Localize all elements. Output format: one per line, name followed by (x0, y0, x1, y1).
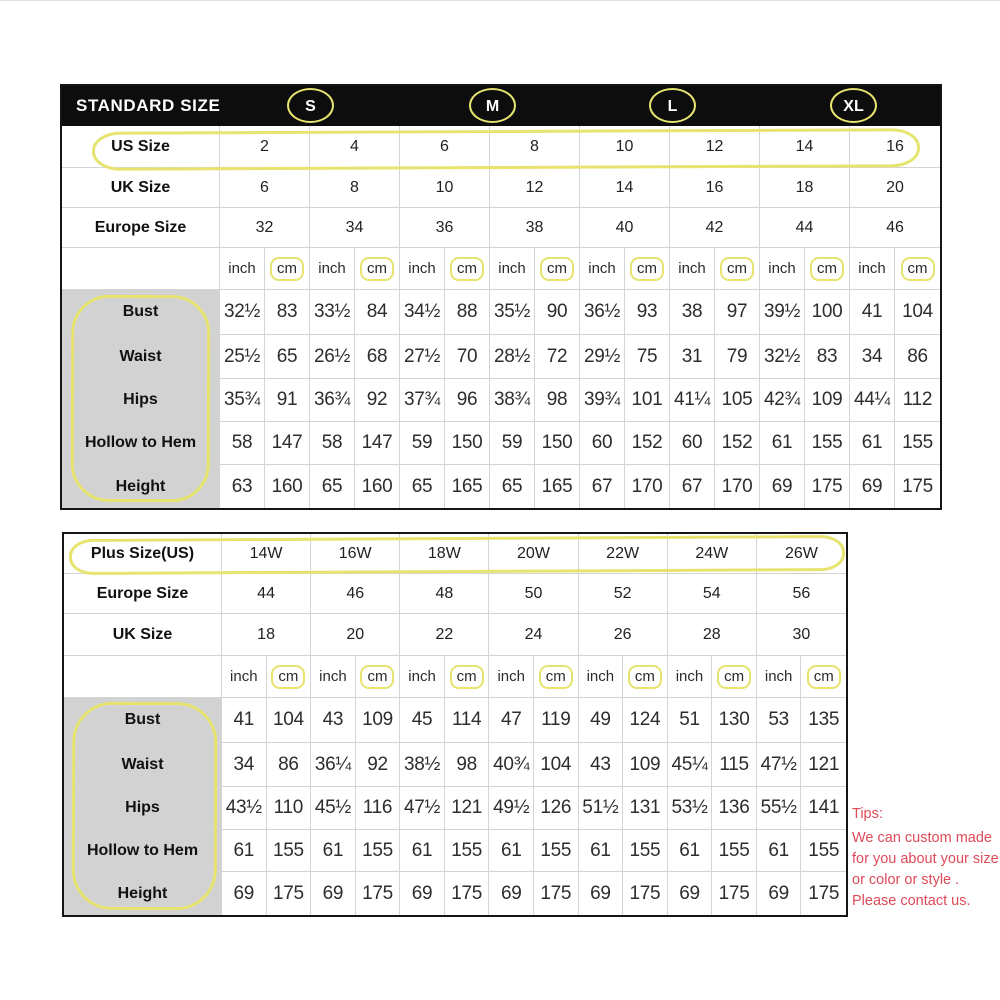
measure-value: 45 (400, 698, 445, 743)
measure-value: 104 (534, 743, 579, 787)
measure-value: 36½ (580, 290, 625, 335)
measure-value: 98 (535, 379, 580, 422)
unit-cm-label (534, 656, 579, 698)
size-value: 52 (579, 574, 668, 614)
unit-cm-label (445, 656, 490, 698)
measure-value: 69 (311, 872, 356, 915)
cm-highlight-box: cm (539, 665, 573, 689)
size-value: 24 (489, 614, 578, 656)
measure-value: 109 (356, 698, 401, 743)
measure-value: 69 (579, 872, 624, 915)
measure-value: 61 (850, 422, 895, 465)
tips-line: for you about your size (852, 851, 999, 867)
measure-value: 60 (670, 422, 715, 465)
cm-highlight-box: cm (360, 665, 394, 689)
measure-value: 34½ (400, 290, 445, 335)
size-value: 34 (310, 208, 400, 248)
unit-inch-label: inch (579, 656, 624, 698)
measure-value: 61 (400, 830, 445, 872)
size-value: 14W (222, 534, 311, 574)
unit-inch-label: inch (310, 248, 355, 290)
measure-value: 55½ (757, 787, 802, 830)
size-value: 10 (400, 168, 490, 208)
measure-value: 61 (757, 830, 802, 872)
measure-value: 115 (712, 743, 757, 787)
size-value: 12 (490, 168, 580, 208)
size-value: 4 (310, 126, 400, 168)
cm-highlight-box: cm (450, 665, 484, 689)
measure-value: 53 (757, 698, 802, 743)
measure-value: 126 (534, 787, 579, 830)
row-label-plus-size-us-: Plus Size(US) (64, 534, 222, 574)
measure-value: 155 (445, 830, 490, 872)
size-value: 2 (220, 126, 310, 168)
measure-value: 175 (445, 872, 490, 915)
size-value: 22W (579, 534, 668, 574)
measure-value: 33½ (310, 290, 355, 335)
measure-value: 155 (895, 422, 940, 465)
measure-value: 101 (625, 379, 670, 422)
measure-value: 65 (310, 465, 355, 508)
tips-line: Please contact us. (852, 893, 971, 909)
measure-value: 69 (668, 872, 713, 915)
standard-size-title: STANDARD SIZE (76, 96, 221, 115)
unit-cm-label (801, 656, 846, 698)
measure-value: 110 (267, 787, 312, 830)
unit-inch-label: inch (850, 248, 895, 290)
measure-value: 42¾ (760, 379, 805, 422)
unit-inch-label: inch (580, 248, 625, 290)
unit-inch-label: inch (668, 656, 713, 698)
measure-value: 36¾ (310, 379, 355, 422)
measure-value: 152 (625, 422, 670, 465)
measure-value: 160 (265, 465, 310, 508)
measure-value: 90 (535, 290, 580, 335)
row-label-uk-size: UK Size (64, 614, 222, 656)
size-letter-xl-circled: XL (830, 88, 877, 123)
measure-value: 69 (757, 872, 802, 915)
unit-inch-label: inch (490, 248, 535, 290)
size-value: 28 (668, 614, 757, 656)
measure-value: 72 (535, 335, 580, 379)
size-value: 20W (489, 534, 578, 574)
measure-value: 51 (668, 698, 713, 743)
size-value: 42 (670, 208, 760, 248)
measure-value: 121 (445, 787, 490, 830)
measure-value: 155 (712, 830, 757, 872)
measure-value: 104 (267, 698, 312, 743)
measure-value: 121 (801, 743, 846, 787)
unit-cm-label (535, 248, 580, 290)
measure-value: 86 (895, 335, 940, 379)
size-value: 10 (580, 126, 670, 168)
measure-value: 65 (400, 465, 445, 508)
unit-inch-label: inch (760, 248, 805, 290)
unit-cm-label (625, 248, 670, 290)
standard-size-header-bar (62, 86, 940, 126)
size-value: 12 (670, 126, 760, 168)
measure-value: 135 (801, 698, 846, 743)
measure-value: 39½ (760, 290, 805, 335)
measure-value: 67 (580, 465, 625, 508)
size-value: 6 (220, 168, 310, 208)
measure-value: 60 (580, 422, 625, 465)
size-value: 50 (489, 574, 578, 614)
measure-value: 61 (222, 830, 267, 872)
cm-highlight-box: cm (270, 257, 304, 281)
measure-value: 41 (222, 698, 267, 743)
row-label-height: Height (64, 872, 222, 915)
measure-value: 32½ (760, 335, 805, 379)
measure-value: 175 (805, 465, 850, 508)
unit-inch-label: inch (757, 656, 802, 698)
measure-value: 69 (760, 465, 805, 508)
size-value: 38 (490, 208, 580, 248)
measure-value: 43½ (222, 787, 267, 830)
unit-cm-label (895, 248, 940, 290)
unit-inch-label: inch (400, 248, 445, 290)
measure-value: 155 (267, 830, 312, 872)
measure-value: 49 (579, 698, 624, 743)
measure-value: 61 (311, 830, 356, 872)
measure-value: 175 (534, 872, 579, 915)
unit-inch-label: inch (489, 656, 534, 698)
unit-cm-label (715, 248, 760, 290)
row-label-waist: Waist (64, 743, 222, 787)
size-value: 56 (757, 574, 846, 614)
measure-value: 116 (356, 787, 401, 830)
unit-inch-label: inch (400, 656, 445, 698)
measure-value: 175 (356, 872, 401, 915)
measure-value: 109 (623, 743, 668, 787)
tips-title: Tips: (852, 806, 883, 822)
size-value: 48 (400, 574, 489, 614)
measure-value: 35½ (490, 290, 535, 335)
size-value: 30 (757, 614, 846, 656)
unit-cm-label (355, 248, 400, 290)
measure-value: 150 (445, 422, 490, 465)
measure-value: 67 (670, 465, 715, 508)
measure-value: 41¼ (670, 379, 715, 422)
measure-value: 155 (805, 422, 850, 465)
unit-cm-label (805, 248, 850, 290)
size-value: 18 (222, 614, 311, 656)
size-value: 46 (850, 208, 940, 248)
unit-cm-label (267, 656, 312, 698)
size-value: 54 (668, 574, 757, 614)
measure-value: 58 (310, 422, 355, 465)
size-value: 18W (400, 534, 489, 574)
measure-value: 47½ (757, 743, 802, 787)
measure-value: 147 (265, 422, 310, 465)
measure-value: 155 (534, 830, 579, 872)
measure-value: 97 (715, 290, 760, 335)
size-letter-l-circled: L (649, 88, 696, 123)
measure-value: 175 (712, 872, 757, 915)
measure-value: 41 (850, 290, 895, 335)
measure-value: 136 (712, 787, 757, 830)
measure-value: 83 (265, 290, 310, 335)
size-value: 24W (668, 534, 757, 574)
measure-value: 58 (220, 422, 265, 465)
measure-value: 68 (355, 335, 400, 379)
size-value: 44 (760, 208, 850, 248)
measure-value: 69 (489, 872, 534, 915)
measure-value: 53½ (668, 787, 713, 830)
cm-highlight-box: cm (628, 665, 662, 689)
unit-cm-label (356, 656, 401, 698)
measure-value: 45¼ (668, 743, 713, 787)
measure-value: 175 (267, 872, 312, 915)
unit-inch-label: inch (220, 248, 265, 290)
measure-value: 175 (623, 872, 668, 915)
cm-highlight-box: cm (271, 665, 305, 689)
measure-value: 61 (579, 830, 624, 872)
measure-value: 44¼ (850, 379, 895, 422)
measure-value: 100 (805, 290, 850, 335)
measure-value: 37¾ (400, 379, 445, 422)
unit-cm-label (623, 656, 668, 698)
measure-value: 75 (625, 335, 670, 379)
measure-value: 65 (490, 465, 535, 508)
row-label-hips: Hips (62, 379, 220, 422)
row-label-hips: Hips (64, 787, 222, 830)
measure-value: 47½ (400, 787, 445, 830)
measure-value: 26½ (310, 335, 355, 379)
row-label-bust: Bust (64, 698, 222, 743)
size-value: 18 (760, 168, 850, 208)
standard-size-table (60, 84, 942, 510)
measure-value: 141 (801, 787, 846, 830)
measure-value: 51½ (579, 787, 624, 830)
unit-row-empty-label (64, 656, 222, 698)
measure-value: 79 (715, 335, 760, 379)
standard-size-grid (62, 126, 940, 508)
size-value: 20 (850, 168, 940, 208)
measure-value: 150 (535, 422, 580, 465)
measure-value: 40¾ (489, 743, 534, 787)
measure-value: 69 (222, 872, 267, 915)
row-label-uk-size: UK Size (62, 168, 220, 208)
size-value: 16 (850, 126, 940, 168)
measure-value: 155 (623, 830, 668, 872)
cm-highlight-box: cm (810, 257, 844, 281)
measure-value: 34 (850, 335, 895, 379)
tips-line: or color or style . (852, 872, 960, 888)
measure-value: 83 (805, 335, 850, 379)
measure-value: 130 (712, 698, 757, 743)
size-value: 6 (400, 126, 490, 168)
measure-value: 155 (356, 830, 401, 872)
size-value: 16W (311, 534, 400, 574)
measure-value: 84 (355, 290, 400, 335)
measure-value: 93 (625, 290, 670, 335)
measure-value: 175 (801, 872, 846, 915)
size-value: 14 (760, 126, 850, 168)
row-label-europe-size: Europe Size (62, 208, 220, 248)
measure-value: 59 (490, 422, 535, 465)
measure-value: 61 (489, 830, 534, 872)
cm-highlight-box: cm (540, 257, 574, 281)
measure-value: 112 (895, 379, 940, 422)
size-value: 32 (220, 208, 310, 248)
measure-value: 88 (445, 290, 490, 335)
size-value: 46 (311, 574, 400, 614)
measure-value: 98 (445, 743, 490, 787)
unit-cm-label (712, 656, 757, 698)
measure-value: 131 (623, 787, 668, 830)
measure-value: 92 (355, 379, 400, 422)
measure-value: 28½ (490, 335, 535, 379)
plus-size-table (62, 532, 848, 917)
measure-value: 45½ (311, 787, 356, 830)
unit-inch-label: inch (222, 656, 267, 698)
row-label-europe-size: Europe Size (64, 574, 222, 614)
measure-value: 29½ (580, 335, 625, 379)
plus-size-grid (64, 534, 846, 915)
measure-value: 96 (445, 379, 490, 422)
cm-highlight-box: cm (630, 257, 664, 281)
size-letter-s-circled: S (287, 88, 334, 123)
unit-cm-label (265, 248, 310, 290)
size-value: 22 (400, 614, 489, 656)
image-top-hairline (0, 0, 1000, 1)
measure-value: 31 (670, 335, 715, 379)
row-label-hollow-to-hem: Hollow to Hem (64, 830, 222, 872)
row-label-hollow-to-hem: Hollow to Hem (62, 422, 220, 465)
measure-value: 104 (895, 290, 940, 335)
unit-inch-label: inch (670, 248, 715, 290)
measure-value: 105 (715, 379, 760, 422)
measure-value: 165 (535, 465, 580, 508)
cm-highlight-box: cm (450, 257, 484, 281)
size-value: 8 (310, 168, 400, 208)
cm-highlight-box: cm (807, 665, 841, 689)
measure-value: 86 (267, 743, 312, 787)
size-value: 26 (579, 614, 668, 656)
measure-value: 25½ (220, 335, 265, 379)
measure-value: 43 (311, 698, 356, 743)
row-label-waist: Waist (62, 335, 220, 379)
measure-value: 114 (445, 698, 490, 743)
measure-value: 27½ (400, 335, 445, 379)
measure-value: 124 (623, 698, 668, 743)
measure-value: 92 (356, 743, 401, 787)
unit-inch-label: inch (311, 656, 356, 698)
cm-highlight-box: cm (360, 257, 394, 281)
measure-value: 119 (534, 698, 579, 743)
measure-value: 38½ (400, 743, 445, 787)
row-label-height: Height (62, 465, 220, 508)
measure-value: 69 (400, 872, 445, 915)
cm-highlight-box: cm (720, 257, 754, 281)
measure-value: 70 (445, 335, 490, 379)
measure-value: 32½ (220, 290, 265, 335)
measure-value: 160 (355, 465, 400, 508)
tips-line: We can custom made (852, 830, 992, 846)
cm-highlight-box: cm (717, 665, 751, 689)
measure-value: 38¾ (490, 379, 535, 422)
size-value: 26W (757, 534, 846, 574)
measure-value: 38 (670, 290, 715, 335)
measure-value: 165 (445, 465, 490, 508)
measure-value: 36¼ (311, 743, 356, 787)
measure-value: 65 (265, 335, 310, 379)
size-letter-m-circled: M (469, 88, 516, 123)
unit-row-empty-label (62, 248, 220, 290)
size-value: 20 (311, 614, 400, 656)
measure-value: 69 (850, 465, 895, 508)
measure-value: 155 (801, 830, 846, 872)
measure-value: 47 (489, 698, 534, 743)
measure-value: 39¾ (580, 379, 625, 422)
measure-value: 61 (760, 422, 805, 465)
size-value: 44 (222, 574, 311, 614)
measure-value: 49½ (489, 787, 534, 830)
size-value: 14 (580, 168, 670, 208)
row-label-us-size: US Size (62, 126, 220, 168)
custom-made-tips-note (852, 804, 1000, 912)
measure-value: 175 (895, 465, 940, 508)
measure-value: 43 (579, 743, 624, 787)
unit-cm-label (445, 248, 490, 290)
measure-value: 170 (715, 465, 760, 508)
measure-value: 147 (355, 422, 400, 465)
size-value: 16 (670, 168, 760, 208)
measure-value: 109 (805, 379, 850, 422)
measure-value: 61 (668, 830, 713, 872)
measure-value: 152 (715, 422, 760, 465)
measure-value: 59 (400, 422, 445, 465)
row-label-bust: Bust (62, 290, 220, 335)
size-value: 36 (400, 208, 490, 248)
size-value: 8 (490, 126, 580, 168)
measure-value: 34 (222, 743, 267, 787)
measure-value: 170 (625, 465, 670, 508)
cm-highlight-box: cm (901, 257, 935, 281)
measure-value: 63 (220, 465, 265, 508)
measure-value: 91 (265, 379, 310, 422)
measure-value: 35¾ (220, 379, 265, 422)
size-value: 40 (580, 208, 670, 248)
